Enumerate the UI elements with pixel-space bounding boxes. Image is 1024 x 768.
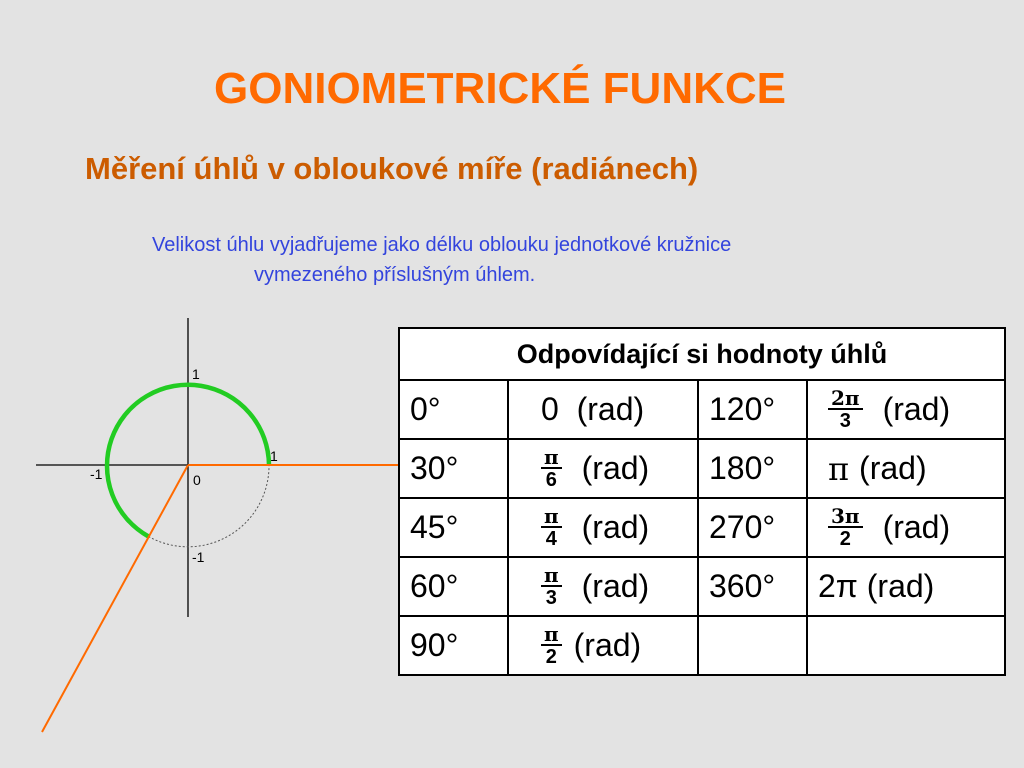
fraction-denominator: 3 [839,410,851,432]
radian-cell [807,380,1005,439]
degree-cell: 90° [399,616,508,675]
pi-symbol: π [828,449,850,488]
radian-fraction [828,388,863,431]
degree-cell: 30° [399,439,508,498]
degree-cell: 60° [399,557,508,616]
radian-text: (rad) [573,627,642,663]
table-row [399,439,1005,498]
radian-cell [807,557,1005,616]
radian-text: (rad) [581,568,650,604]
degree-cell: 45° [399,498,508,557]
radian-cell [508,439,698,498]
label-y-negative: -1 [192,549,205,565]
radian-cell [508,557,698,616]
label-x-negative: -1 [90,466,103,482]
fraction-denominator: 6 [545,469,557,491]
radian-text: 2π (rad) [818,568,935,604]
radian-fraction [541,506,562,549]
radian-fraction [541,447,562,490]
radian-text: 0 (rad) [541,391,645,427]
table-header: Odpovídající si hodnoty úhlů [399,328,1005,380]
radian-text: (rad) [882,391,951,427]
fraction-denominator: 3 [545,587,557,609]
fraction-numerator: 3π [828,506,863,528]
degree-cell: 360° [698,557,807,616]
degree-cell: 180° [698,439,807,498]
radian-fraction [541,624,562,667]
table-row [399,616,1005,675]
fraction-denominator: 2 [839,528,851,550]
radian-cell [807,439,1005,498]
slide-subtitle: Měření úhlů v obloukové míře (radiánech) [85,151,699,186]
fraction-denominator: 4 [545,528,557,550]
radian-cell [508,616,698,675]
description-line-2: vymezeného příslušným úhlem. [254,264,536,286]
radian-cell [807,498,1005,557]
table-row [399,498,1005,557]
angle-values-table [398,327,1006,676]
radian-text: (rad) [581,450,650,486]
fraction-denominator: 2 [545,646,557,668]
fraction-numerator: 2π [828,388,863,410]
radian-cell [508,380,698,439]
fraction-numerator: π [541,506,562,528]
radian-fraction [541,565,562,608]
label-y-positive: 1 [192,366,200,382]
fraction-numerator: π [541,447,562,469]
slide-title: GONIOMETRICKÉ FUNKCE [214,64,786,113]
label-x-positive: 1 [270,448,278,464]
radian-text: (rad) [882,509,951,545]
table-row [399,557,1005,616]
table-header-row [399,328,1005,380]
radian-text: (rad) [859,450,927,486]
radian-cell [508,498,698,557]
empty-cell [698,616,807,675]
fraction-numerator: π [541,624,562,646]
empty-cell [807,616,1005,675]
label-origin: 0 [193,472,201,488]
degree-cell: 270° [698,498,807,557]
fraction-numerator: π [541,565,562,587]
description-line-1: Velikost úhlu vyjadřujeme jako délku oblouku jednotkové kružnice [152,234,732,256]
degree-cell: 120° [698,380,807,439]
radian-text: (rad) [581,509,650,545]
table-row [399,380,1005,439]
radian-fraction [828,506,863,549]
degree-cell: 0° [399,380,508,439]
